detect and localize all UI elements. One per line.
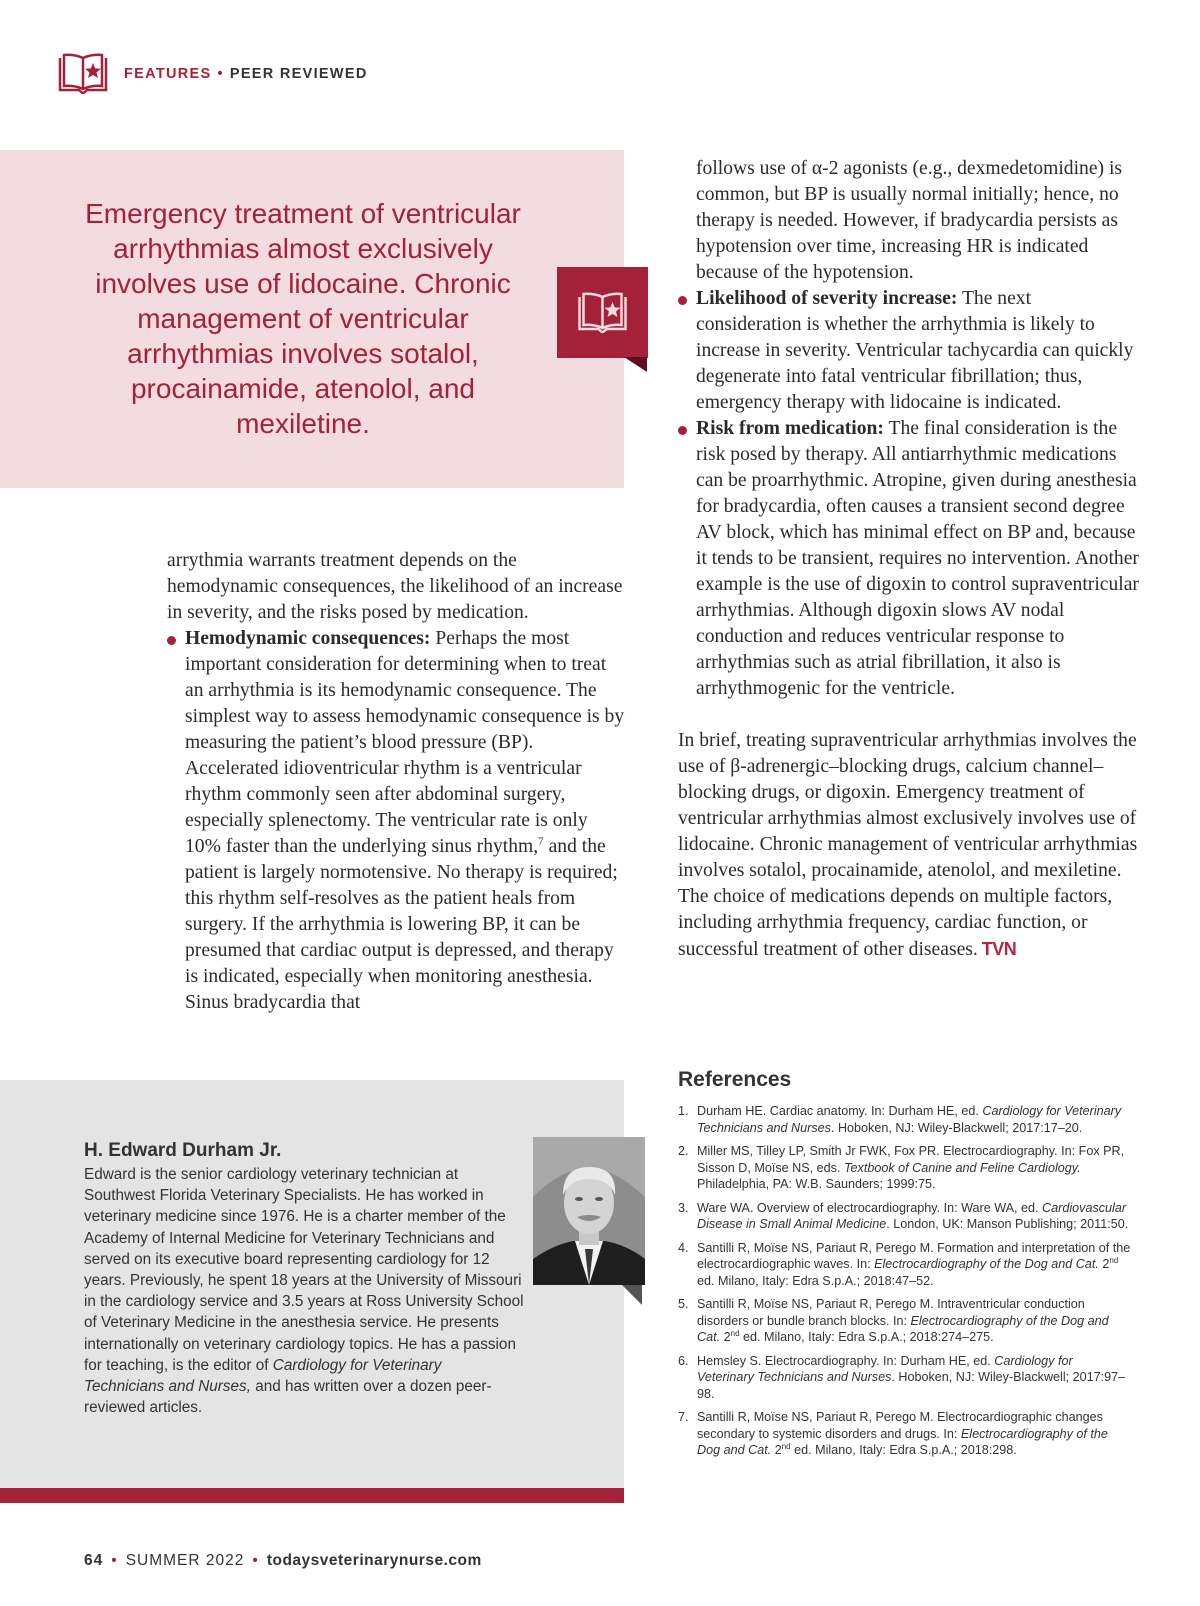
right-column [678,156,1140,963]
bullet-icon [167,636,176,645]
reference-publisher: ed. Milano, Italy: Edra S.p.A.; 2018:298. [790,1443,1017,1457]
author-portrait [533,1137,645,1285]
author-accent-bar [0,1488,624,1503]
page-number: 64 [84,1552,104,1569]
reference-item [678,1240,1133,1290]
reference-item [678,1353,1133,1403]
reference-number: 4. [678,1240,689,1255]
bullet-icon [678,426,687,435]
book-star-icon [574,291,631,335]
header-separator: • [217,66,224,82]
conclusion-paragraph [678,728,1140,963]
author-book-title: Cardiology for Veterinary Technicians and Nurses, [84,1356,442,1396]
page-footer [84,1552,482,1570]
section-label: FEATURES [124,66,212,82]
reference-publisher: . Hoboken, NJ: Wiley-Blackwell; 2017:17–20. [830,1120,1083,1135]
consideration-list-cont [678,156,1140,702]
reference-text: Durham HE. Cardiac anatomy. In: Durham HE, ed. [697,1104,983,1118]
consideration-list [167,626,625,1016]
reference-publisher: . London, UK: Manson Publishing; 2011:50. [886,1217,1129,1231]
website-link[interactable]: todaysveterinarynurse.com [266,1552,482,1569]
badge-fold [624,357,647,372]
list-item [678,286,1140,416]
bullet-heading: Hemodynamic consequences: [185,628,431,649]
continued-text: follows use of α-2 agonists (e.g., dexmedetomidine) is common, but BP is usually normal initially; hence, no therapy is needed. However, if bradycardia persists as hypotension over time, increasing HR is indicated because of the hypotension. [696,158,1123,283]
left-column [167,548,625,1016]
reference-text: Hemsley S. Electrocardiography. In: Durham HE, ed. [697,1353,995,1368]
reference-publisher: ed. Milano, Italy: Edra S.p.A.; 2018:47–52. [697,1273,934,1288]
references-title: References [678,1068,792,1091]
author-bio [84,1164,524,1418]
reference-text: Santilli R, Moïse NS, Pariaut R, Perego M. Intraventricular conduction disorders or bundle branch blocks. In: [697,1297,1085,1328]
reference-number: 2. [678,1144,689,1158]
reference-text: Ware WA. Overview of electrocardiography. In: Ware WA, ed. [697,1200,1043,1215]
list-item [678,416,1140,702]
author-photo [533,1137,645,1285]
reference-source: Cardiology for Veterinary Technicians and Nurses [697,1104,1122,1135]
reference-source: Cardiovascular Disease in Small Animal Medicine [697,1200,1127,1231]
intro-paragraph: arrythmia warrants treatment depends on the hemodynamic consequences, the likelihood of an increase in severity, and the risks posed by medication. [167,550,623,623]
pull-quote-text: Emergency treatment of ventricular arrhythmias almost exclusively involves use of lidocaine. Chronic management of ventricular arrhythmias involves sotalol, procainamide, atenolol, and mexiletine. [85,198,521,439]
reference-edition-suffix: nd [730,1328,740,1338]
reference-item [678,1143,1133,1193]
footer-separator: • [111,1552,118,1569]
reference-number: 3. [678,1200,689,1215]
issue-label: SUMMER 2022 [125,1552,245,1569]
reference-edition: 2 [720,1330,731,1344]
citation-7: 7 [538,835,544,848]
photo-fold [622,1285,642,1305]
references-list [678,1103,1133,1466]
reference-number: 1. [678,1104,689,1118]
reference-publisher: ed. Milano, Italy: Edra S.p.A.; 2018:274–275. [739,1330,994,1344]
bullet-text: The next consideration is whether the arrhythmia is likely to increase in severity. Ventricular tachycardia can quickly degenerate into fatal ventricular fibrillation; thus, emergency therapy with lidocaine is indicated. [696,288,1134,413]
reference-edition: 2 [771,1443,782,1457]
reference-number: 5. [678,1297,689,1311]
reference-item [678,1296,1133,1346]
author-bio-text-end: and has written over a dozen peer-reviewed articles. [84,1378,492,1417]
reference-number: 6. [678,1353,689,1368]
reference-edition-suffix: nd [1109,1255,1119,1265]
bullet-icon [678,296,687,305]
reference-item [678,1200,1133,1233]
bullet-text: The final consideration is the risk posed by therapy. All antiarrhythmic medications can be proarrhythmic. Atropine, given during anesthesia for bradycardia, often causes a transient second degree AV block, which has minimal effect on BP and, because it tends to be transient, requires no intervention. Another example is the use of digoxin to control supraventricular arrhythmias. Although digoxin slows AV nodal conduction and reduces ventricular response to arrhythmias such as atrial fibrillation, it also is arrhythmogenic for the ventricle. [696,418,1139,699]
bullet-text-cont: and the patient is largely normotensive. No therapy is required; this rhythm self-resolves as the patient heals from surgery. If the arrhythmia is lowering BP, it can be presumed that cardiac output is depressed, and therapy is indicated, especially when monitoring anesthesia. Sinus bradycardia that [185,836,618,1013]
list-item [678,156,1140,286]
author-name: H. Edward Durham Jr. [84,1140,282,1161]
section-header [124,66,368,82]
tvn-end-mark: TVN [981,939,1017,959]
reference-source: Electrocardiography of the Dog and Cat. [697,1426,1108,1457]
book-star-icon [57,52,109,96]
reference-edition-suffix: nd [781,1441,791,1451]
reference-item [678,1409,1133,1459]
bullet-text: Perhaps the most important consideration for determining when to treat an arrhythmia is its hemodynamic consequence. The simplest way to assess hemodynamic consequence is by measuring the patient’s blood pressure (BP). Accelerated idioventricular rhythm is a ventricular rhythm commonly seen after abdominal surgery, especially splenectomy. The ventricular rate is only 10% faster than the underlying sinus rhythm, [185,628,625,857]
bullet-heading: Risk from medication: [696,418,884,439]
bullet-heading: Likelihood of severity increase: [696,288,958,309]
reference-publisher: . Hoboken, NJ: Wiley-Blackwell; 2017:97–98. [697,1370,1126,1401]
reference-source: Electrocardiography of the Dog and Cat. [874,1257,1099,1271]
subsection-label: PEER REVIEWED [229,66,368,82]
list-item [167,626,625,1016]
reference-text: Miller MS, Tilley LP, Smith Jr FWK, Fox PR. Electrocardiography. In: Fox PR, Sisson D, Moïse NS, eds. [697,1144,1125,1175]
reference-source: Cardiology for Veterinary Technicians and Nurses [697,1353,1073,1384]
reference-publisher: Philadelphia, PA: W.B. Saunders; 1999:75. [697,1177,936,1191]
reference-edition: 2 [1098,1257,1110,1271]
reference-item [678,1103,1133,1136]
reference-text: Santilli R, Moïse NS, Pariaut R, Perego M. Electrocardiographic changes secondary to systemic disorders and drugs. In: [697,1410,1103,1441]
footer-separator: • [252,1552,259,1569]
reference-number: 7. [678,1410,689,1424]
reference-source: Textbook of Canine and Feline Cardiology. [843,1160,1081,1175]
reference-text: Santilli R, Moïse NS, Pariaut R, Perego M. Formation and interpretation of the electrocardiographic waves. In: [697,1240,1131,1271]
pull-quote-badge [557,267,648,358]
conclusion-text: In brief, treating supraventricular arrhythmias involves the use of β-adrenergic–blocking drugs, calcium channel–blocking drugs, or digoxin. Emergency treatment of ventricular arrhythmias almost exclusively involves use of lidocaine. Chronic management of ventricular arrhythmias involves sotalol, procainamide, atenolol, and mexiletine. The choice of medications depends on multiple factors, including arrhythmia frequency, cardiac function, or successful treatment of other diseases. [678,730,1138,960]
reference-source: Electrocardiography of the Dog and Cat. [697,1313,1109,1344]
author-bio-text: Edward is the senior cardiology veterinary technician at Southwest Florida Veterinary Specialists. He has worked in veterinary medicine since 1976. He is a charter member of the Academy of Internal Medicine for Veterinary Technicians and served on its executive board representing cardiology for 12 years. Previously, he spent 18 years at the University of Missouri in the cardiology service and 3.5 years at Ross University School of Veterinary Medicine in the anesthesia service. He presents internationally on veterinary cardiology topics. He has a passion for teaching, is the editor of [84,1166,524,1374]
